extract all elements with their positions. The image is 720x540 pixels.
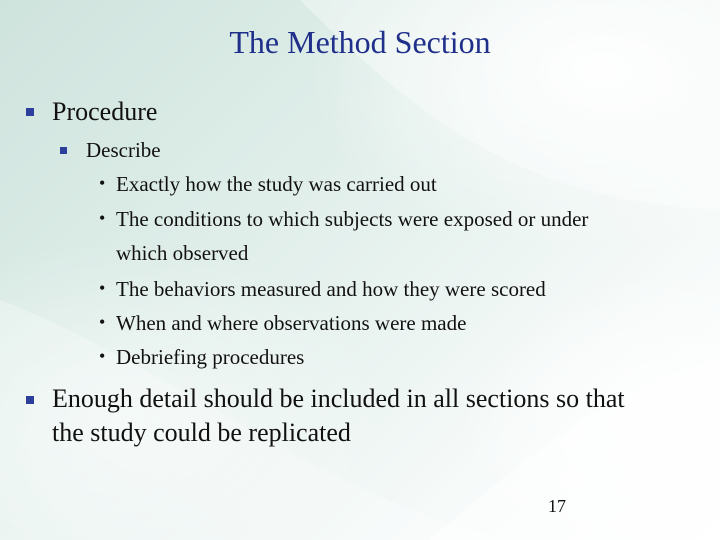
square-bullet-icon [26, 108, 34, 116]
square-bullet-icon [26, 396, 34, 404]
list-item: When and where observations were made [116, 311, 467, 335]
round-bullet-icon: • [99, 278, 106, 298]
round-bullet-icon: • [99, 208, 106, 228]
detail-paragraph-line1: Enough detail should be included in all sections so that [52, 384, 625, 413]
list-item: Debriefing procedures [116, 345, 305, 369]
square-bullet-icon [60, 147, 67, 154]
page-number: 17 [548, 496, 566, 516]
slide-title: The Method Section [229, 24, 491, 60]
list-item: The conditions to which subjects were exposed or under [116, 207, 589, 231]
procedure-heading: Procedure [52, 97, 158, 126]
describe-heading: Describe [86, 138, 161, 162]
round-bullet-icon: • [99, 312, 106, 332]
round-bullet-icon: • [99, 173, 106, 193]
list-item-continuation: which observed [116, 241, 249, 265]
list-item: Exactly how the study was carried out [116, 172, 437, 196]
list-item: The behaviors measured and how they were scored [116, 277, 546, 301]
round-bullet-icon: • [99, 346, 106, 366]
detail-paragraph-line2: the study could be replicated [52, 418, 351, 447]
